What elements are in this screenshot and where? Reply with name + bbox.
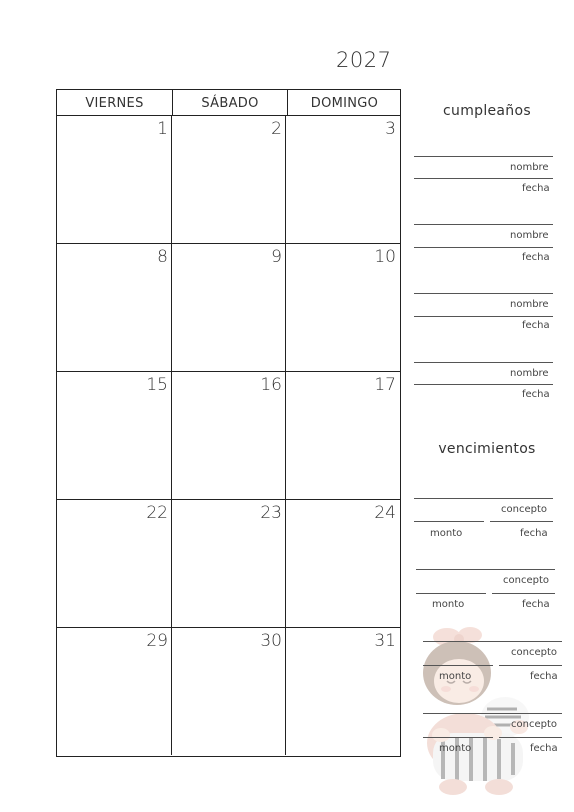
weekday-saturday: SÁBADO — [173, 90, 288, 115]
day-number: 31 — [374, 631, 396, 651]
birthday-name-label: nombre — [510, 162, 549, 173]
due-date-line[interactable] — [490, 521, 553, 522]
day-cell[interactable] — [172, 243, 286, 371]
due-amount-label: monto — [432, 599, 465, 610]
day-number: 29 — [146, 631, 168, 651]
due-date-label: fecha — [530, 671, 558, 682]
due-date-line[interactable] — [499, 737, 562, 738]
due-amount-line[interactable] — [414, 521, 484, 522]
due-amount-line[interactable] — [423, 665, 493, 666]
birthday-name-label: nombre — [510, 230, 549, 241]
day-number: 23 — [260, 503, 282, 523]
day-cell[interactable] — [286, 627, 399, 755]
birthday-date-label: fecha — [522, 389, 550, 400]
due-date-line[interactable] — [499, 665, 562, 666]
weekday-sunday: DOMINGO — [310, 96, 379, 111]
due-concept-label: concepto — [503, 575, 549, 586]
weekday-header — [57, 90, 400, 116]
day-cell[interactable] — [172, 499, 286, 627]
day-cell[interactable] — [57, 627, 172, 755]
due-title: vencimientos — [438, 441, 536, 457]
day-cell[interactable] — [286, 243, 399, 371]
year-title: 2027 — [336, 48, 392, 72]
day-cell[interactable] — [172, 627, 286, 755]
day-number: 10 — [374, 247, 396, 267]
due-date-label: fecha — [530, 743, 558, 754]
calendar-weeks — [57, 115, 400, 756]
day-number: 1 — [157, 119, 168, 139]
due-concept-label: concepto — [511, 647, 557, 658]
due-amount-label: monto — [430, 528, 463, 539]
week-row — [57, 627, 400, 756]
day-number: 15 — [146, 375, 168, 395]
weekday-friday: VIERNES — [57, 90, 173, 115]
due-date-line[interactable] — [492, 593, 555, 594]
day-number: 22 — [146, 503, 168, 523]
week-row — [57, 499, 400, 628]
due-amount-line[interactable] — [416, 593, 486, 594]
day-number: 9 — [271, 247, 282, 267]
birthday-name-line[interactable] — [414, 384, 553, 385]
day-cell[interactable] — [57, 115, 172, 243]
day-cell[interactable] — [57, 243, 172, 371]
day-cell[interactable] — [57, 499, 172, 627]
birthday-name-label: nombre — [510, 299, 549, 310]
due-concept-label: concepto — [501, 504, 547, 515]
due-line[interactable] — [416, 569, 555, 570]
day-number: 2 — [271, 119, 282, 139]
birthday-date-label: fecha — [522, 320, 550, 331]
day-cell[interactable] — [286, 499, 399, 627]
week-row — [57, 115, 400, 244]
due-amount-label: monto — [439, 743, 472, 754]
birthday-name-label: nombre — [510, 368, 549, 379]
day-number: 30 — [260, 631, 282, 651]
due-date-label: fecha — [522, 599, 550, 610]
birthday-name-line[interactable] — [414, 178, 553, 179]
birthday-name-line[interactable] — [414, 316, 553, 317]
due-concept-label: concepto — [511, 719, 557, 730]
due-line[interactable] — [414, 498, 553, 499]
birthday-line[interactable] — [414, 156, 553, 157]
calendar-grid — [56, 89, 401, 757]
birthdays-title: cumpleaños — [443, 103, 531, 119]
due-amount-label: monto — [439, 671, 472, 682]
day-cell[interactable] — [172, 371, 286, 499]
day-cell[interactable] — [172, 115, 286, 243]
birthday-date-label: fecha — [522, 183, 550, 194]
day-number: 8 — [157, 247, 168, 267]
day-number: 24 — [374, 503, 396, 523]
due-date-label: fecha — [520, 528, 548, 539]
day-number: 3 — [385, 119, 396, 139]
week-row — [57, 371, 400, 500]
day-cell[interactable] — [286, 115, 399, 243]
day-cell[interactable] — [57, 371, 172, 499]
birthday-date-label: fecha — [522, 252, 550, 263]
birthday-line[interactable] — [414, 224, 553, 225]
birthday-line[interactable] — [414, 293, 553, 294]
week-row — [57, 243, 400, 372]
birthday-name-line[interactable] — [414, 247, 553, 248]
day-number: 17 — [374, 375, 396, 395]
due-line[interactable] — [423, 713, 562, 714]
due-line[interactable] — [423, 641, 562, 642]
day-cell[interactable] — [286, 371, 399, 499]
birthday-line[interactable] — [414, 362, 553, 363]
day-number: 16 — [260, 375, 282, 395]
due-amount-line[interactable] — [423, 737, 493, 738]
